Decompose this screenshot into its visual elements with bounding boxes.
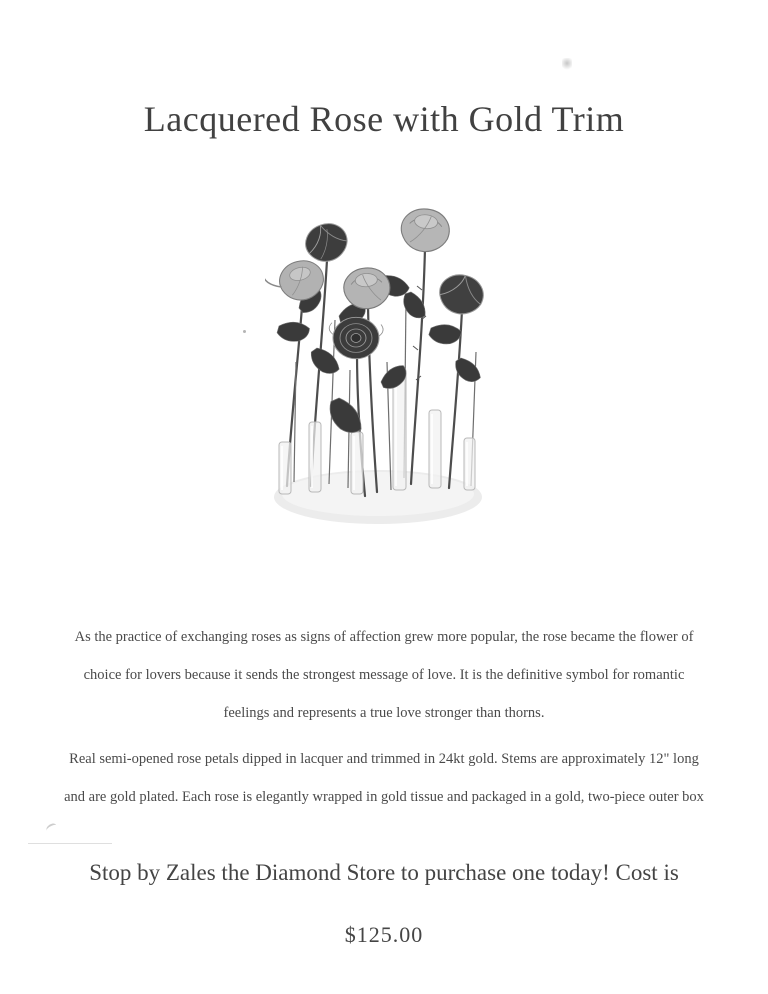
- rose-bouquet-illustration: [265, 200, 500, 530]
- rose-bouquet-photo: [265, 200, 500, 530]
- scan-artifact-dot: [243, 330, 246, 333]
- scan-artifact-smudge: [562, 58, 572, 71]
- scan-artifact-tick: [45, 822, 58, 834]
- price-text: $125.00: [344, 922, 424, 947]
- paragraph-rose-history: As the practice of exchanging roses as signs of affection grew more popular, the rose became the flower of choice for lovers because it sends the strongest message of love. It is the definitive symbol for romantic feelings and represents a true love stronger than thorns.: [74, 629, 694, 721]
- paragraph-product-description: Real semi-opened rose petals dipped in lacquer and trimmed in 24kt gold. Stems are approximately 12" long and are gold plated. Each rose is elegantly wrapped in gold tissue and packaged in a gold, two-piece outer box: [64, 751, 704, 805]
- page-title: Lacquered Rose with Gold Trim: [143, 99, 625, 139]
- cta-line: Stop by Zales the Diamond Store to purchase one today! Cost is: [89, 860, 679, 885]
- scan-artifact-hairline: [28, 843, 112, 844]
